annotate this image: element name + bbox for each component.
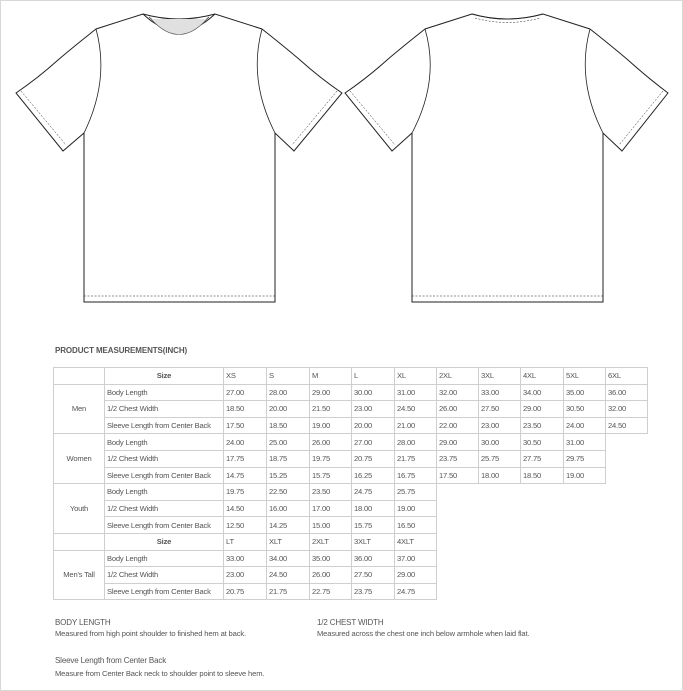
measurement-value: 33.00 [224, 550, 267, 567]
measurement-value: 29.75 [564, 450, 606, 467]
measurement-value: 28.00 [267, 384, 310, 401]
empty-cell [479, 567, 521, 584]
size-header-cell: M [310, 368, 352, 385]
measurement-row [54, 500, 648, 517]
measurement-value: 24.75 [395, 583, 437, 600]
empty-cell [479, 517, 521, 534]
measurement-value: 17.50 [437, 467, 479, 484]
chest-width-note [317, 617, 529, 639]
measurement-label: 1/2 Chest Width [105, 401, 224, 418]
measurement-value: 30.50 [521, 434, 564, 451]
size-header-cell: S [267, 368, 310, 385]
measurement-value: 32.00 [437, 384, 479, 401]
group-label: Women [54, 434, 105, 484]
empty-cell [437, 517, 479, 534]
empty-cell [606, 500, 648, 517]
measurement-value: 18.50 [267, 417, 310, 434]
measurement-value: 12.50 [224, 517, 267, 534]
measurement-row [54, 384, 648, 401]
size-header-cell: L [352, 368, 395, 385]
empty-cell [521, 517, 564, 534]
size-header-row [54, 533, 648, 550]
measurement-value: 14.50 [224, 500, 267, 517]
empty-cell [606, 550, 648, 567]
chest-width-note-title: 1/2 CHEST WIDTH [317, 618, 384, 627]
measurement-value: 32.00 [606, 401, 648, 418]
measurement-value: 23.00 [224, 567, 267, 584]
measurement-value: 21.00 [395, 417, 437, 434]
empty-cell [564, 533, 606, 550]
measurement-value: 37.00 [395, 550, 437, 567]
empty-cell [437, 500, 479, 517]
empty-cell [479, 500, 521, 517]
measurement-value: 27.75 [521, 450, 564, 467]
empty-cell [479, 533, 521, 550]
sleeve-length-note [55, 654, 264, 680]
empty-cell [606, 567, 648, 584]
empty-cell [437, 550, 479, 567]
tshirt-illustrations [0, 0, 683, 330]
measurement-value: 16.00 [267, 500, 310, 517]
size-header-cell: 4XL [521, 368, 564, 385]
measurement-row [54, 517, 648, 534]
measurement-value: 29.00 [521, 401, 564, 418]
empty-cell [564, 484, 606, 501]
measurement-row [54, 567, 648, 584]
size-label: Size [105, 533, 224, 550]
measurement-value: 16.50 [395, 517, 437, 534]
measurement-value: 26.00 [310, 434, 352, 451]
measurement-label: Body Length [105, 434, 224, 451]
empty-cell [606, 533, 648, 550]
size-header-cell: XLT [267, 533, 310, 550]
empty-cell [479, 583, 521, 600]
empty-cell [521, 583, 564, 600]
measurement-value: 23.75 [352, 583, 395, 600]
measurement-value: 34.00 [267, 550, 310, 567]
measurement-value: 23.75 [437, 450, 479, 467]
empty-cell [606, 434, 648, 451]
measurement-label: Body Length [105, 484, 224, 501]
measurement-value: 36.00 [352, 550, 395, 567]
measurement-value: 20.00 [352, 417, 395, 434]
measurement-value: 31.00 [395, 384, 437, 401]
empty-cell [521, 484, 564, 501]
size-header-cell: 5XL [564, 368, 606, 385]
measurement-value: 19.75 [310, 450, 352, 467]
measurement-value: 36.00 [606, 384, 648, 401]
measurement-value: 23.50 [310, 484, 352, 501]
measurement-label: Sleeve Length from Center Back [105, 417, 224, 434]
measurement-value: 29.00 [437, 434, 479, 451]
measurement-row [54, 401, 648, 418]
measurement-value: 15.00 [310, 517, 352, 534]
measurement-value: 26.00 [437, 401, 479, 418]
sleeve-length-note-title: Sleeve Length from Center Back [55, 656, 167, 665]
measurement-value: 20.00 [267, 401, 310, 418]
empty-cell [521, 500, 564, 517]
size-header-cell: 6XL [606, 368, 648, 385]
measurement-value: 24.75 [352, 484, 395, 501]
measurement-value: 30.00 [352, 384, 395, 401]
measurement-value: 24.50 [267, 567, 310, 584]
measurement-row [54, 550, 648, 567]
measurement-value: 21.50 [310, 401, 352, 418]
measurement-value: 20.75 [352, 450, 395, 467]
measurement-label: 1/2 Chest Width [105, 450, 224, 467]
measurement-value: 25.75 [479, 450, 521, 467]
empty-cell [521, 567, 564, 584]
measurement-value: 22.00 [437, 417, 479, 434]
measurement-value: 25.75 [395, 484, 437, 501]
measurements-heading: PRODUCT MEASUREMENTS(INCH) [55, 346, 188, 355]
measurement-value: 14.75 [224, 467, 267, 484]
empty-cell [564, 500, 606, 517]
measurement-value: 17.50 [224, 417, 267, 434]
tshirt-front-illustration [16, 14, 342, 302]
empty-cell [606, 467, 648, 484]
measurement-row [54, 434, 648, 451]
size-header-cell: 2XLT [310, 533, 352, 550]
header-blank-cell [54, 533, 105, 550]
measurement-value: 18.00 [479, 467, 521, 484]
measurement-value: 31.00 [564, 434, 606, 451]
empty-cell [437, 484, 479, 501]
empty-cell [479, 484, 521, 501]
measurement-label: Body Length [105, 384, 224, 401]
measurement-value: 24.00 [564, 417, 606, 434]
measurements-table [53, 367, 648, 600]
measurement-value: 24.50 [395, 401, 437, 418]
measurement-value: 23.50 [521, 417, 564, 434]
measurement-value: 20.75 [224, 583, 267, 600]
measurement-value: 21.75 [395, 450, 437, 467]
body-length-note-title: BODY LENGTH [55, 618, 111, 627]
measurement-value: 22.50 [267, 484, 310, 501]
measurement-value: 27.00 [224, 384, 267, 401]
measurement-row [54, 417, 648, 434]
empty-cell [606, 450, 648, 467]
measurement-label: Sleeve Length from Center Back [105, 583, 224, 600]
measurement-value: 19.00 [564, 467, 606, 484]
measurement-value: 19.00 [310, 417, 352, 434]
measurement-value: 22.75 [310, 583, 352, 600]
measurement-value: 19.75 [224, 484, 267, 501]
empty-cell [564, 583, 606, 600]
chest-width-note-text: Measured across the chest one inch below armhole when laid flat. [317, 629, 530, 638]
empty-cell [564, 517, 606, 534]
measurement-value: 18.50 [521, 467, 564, 484]
measurement-row [54, 484, 648, 501]
size-header-cell: LT [224, 533, 267, 550]
group-label: Men [54, 384, 105, 434]
header-blank-cell [54, 368, 105, 385]
size-header-cell: XS [224, 368, 267, 385]
empty-cell [564, 550, 606, 567]
size-label: Size [105, 368, 224, 385]
empty-cell [521, 550, 564, 567]
measurement-value: 18.75 [267, 450, 310, 467]
empty-cell [479, 550, 521, 567]
measurement-label: 1/2 Chest Width [105, 567, 224, 584]
measurement-value: 29.00 [395, 567, 437, 584]
measurement-value: 24.00 [224, 434, 267, 451]
measurement-value: 35.00 [310, 550, 352, 567]
empty-cell [564, 567, 606, 584]
measurement-label: Sleeve Length from Center Back [105, 517, 224, 534]
measurement-label: Sleeve Length from Center Back [105, 467, 224, 484]
empty-cell [437, 583, 479, 600]
measurement-value: 17.75 [224, 450, 267, 467]
empty-cell [437, 533, 479, 550]
measurement-label: Body Length [105, 550, 224, 567]
size-header-cell: 2XL [437, 368, 479, 385]
measurement-row [54, 583, 648, 600]
measurement-value: 34.00 [521, 384, 564, 401]
measurement-value: 23.00 [352, 401, 395, 418]
measurement-value: 24.50 [606, 417, 648, 434]
measurement-value: 15.75 [310, 467, 352, 484]
measurement-value: 33.00 [479, 384, 521, 401]
measurement-value: 35.00 [564, 384, 606, 401]
measurement-value: 27.00 [352, 434, 395, 451]
empty-cell [521, 533, 564, 550]
size-header-cell: 4XLT [395, 533, 437, 550]
empty-cell [606, 583, 648, 600]
measurement-value: 27.50 [352, 567, 395, 584]
sleeve-length-note-text: Measure from Center Back neck to shoulder point to sleeve hem. [55, 669, 265, 678]
measurement-value: 26.00 [310, 567, 352, 584]
measurement-value: 23.00 [479, 417, 521, 434]
group-label: Men's Tall [54, 550, 105, 600]
measurement-value: 14.25 [267, 517, 310, 534]
measurement-label: 1/2 Chest Width [105, 500, 224, 517]
measurement-row [54, 467, 648, 484]
empty-cell [437, 567, 479, 584]
group-label: Youth [54, 484, 105, 534]
measurement-value: 21.75 [267, 583, 310, 600]
measurement-value: 28.00 [395, 434, 437, 451]
body-length-note-text: Measured from high point shoulder to finished hem at back. [55, 629, 246, 638]
measurement-value: 27.50 [479, 401, 521, 418]
measurement-value: 15.75 [352, 517, 395, 534]
measurement-value: 25.00 [267, 434, 310, 451]
empty-cell [606, 484, 648, 501]
tshirt-back-illustration [345, 14, 668, 302]
size-header-cell: 3XL [479, 368, 521, 385]
measurement-value: 15.25 [267, 467, 310, 484]
measurement-value: 30.50 [564, 401, 606, 418]
measurement-value: 30.00 [479, 434, 521, 451]
measurement-value: 18.00 [352, 500, 395, 517]
measurement-value: 29.00 [310, 384, 352, 401]
empty-cell [606, 517, 648, 534]
measurement-value: 19.00 [395, 500, 437, 517]
measurement-value: 16.25 [352, 467, 395, 484]
body-length-note [55, 617, 246, 639]
size-header-cell: 3XLT [352, 533, 395, 550]
size-header-row [54, 368, 648, 385]
measurement-row [54, 450, 648, 467]
measurement-value: 18.50 [224, 401, 267, 418]
measurement-value: 16.75 [395, 467, 437, 484]
measurement-value: 17.00 [310, 500, 352, 517]
size-header-cell: XL [395, 368, 437, 385]
